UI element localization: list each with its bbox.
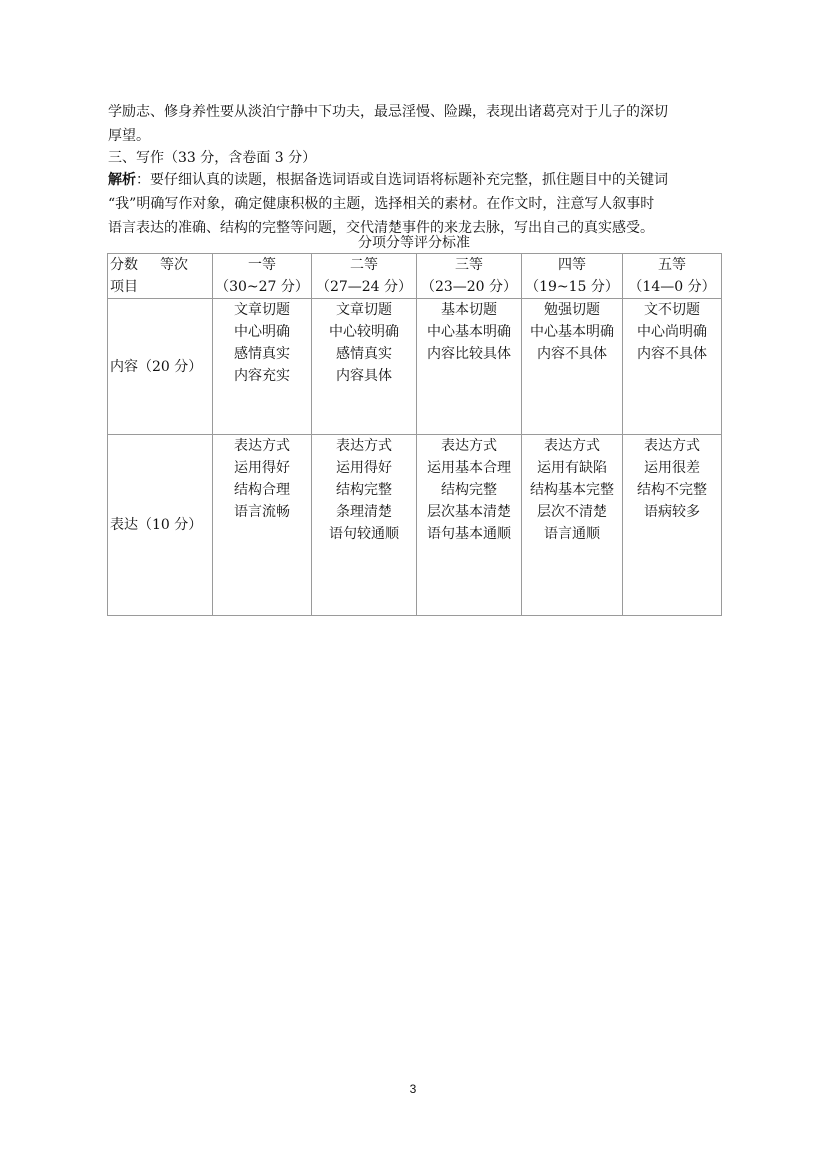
content-grade-1: 文章切题 中心明确 感情真实 内容充实: [213, 299, 312, 435]
header-grade-2: 二等 （27—24 分）: [312, 254, 417, 299]
expression-grade-3: 表达方式 运用基本合理 结构完整 层次基本清楚 语句基本通顺: [417, 435, 522, 616]
corner-cell: [108, 254, 213, 299]
intro-paragraph: [108, 100, 720, 148]
corner-grade-label: 等次: [160, 257, 188, 273]
table-caption: 分项分等评分标准: [358, 235, 470, 251]
content-grade-3: 基本切题 中心基本明确 内容比较具体: [417, 299, 522, 435]
intro-line-1: 学励志、修身养性要从淡泊宁静中下功夫，最忌淫慢、险躁，表现出诸葛亮对于儿子的深切: [108, 104, 668, 120]
table-header-row: [108, 254, 722, 299]
header-grade-1: 一等 （30~27 分）: [213, 254, 312, 299]
row-label-expression: 表达（10 分）: [108, 435, 213, 616]
header-grade-4: 四等 （19~15 分）: [522, 254, 623, 299]
header-grade-3: 三等 （23—20 分）: [417, 254, 522, 299]
expression-grade-1: 表达方式 运用得好 结构合理 语言流畅: [213, 435, 312, 616]
expression-grade-4: 表达方式 运用有缺陷 结构基本完整 层次不清楚 语言通顺: [522, 435, 623, 616]
content-grade-5: 文不切题 中心尚明确 内容不具体: [623, 299, 722, 435]
analysis-line-2: “我”明确写作对象，确定健康积极的主题，选择相关的素材。在作文时，注意写人叙事时: [108, 196, 655, 212]
corner-item-label: 项目: [110, 279, 138, 295]
expression-grade-5: 表达方式 运用很差 结构不完整 语病较多: [623, 435, 722, 616]
analysis-line-3: 语言表达的准确、结构的完整等问题，交代清楚事件的来龙去脉，写出自己的真实感受。: [108, 220, 654, 236]
header-grade-5: 五等 （14—0 分）: [623, 254, 722, 299]
grading-table: [107, 253, 722, 616]
corner-score-label: 分数: [110, 257, 138, 273]
row-label-content: 内容（20 分）: [108, 299, 213, 435]
analysis-label: 解析: [108, 172, 136, 188]
analysis-line-1: ：要仔细认真的读题，根据备选词语或自选词语将标题补充完整，抓住题目中的关键词: [136, 172, 668, 188]
analysis-paragraph: [108, 168, 720, 240]
content-grade-2: 文章切题 中心较明确 感情真实 内容具体: [312, 299, 417, 435]
page-number: 3: [409, 1082, 417, 1096]
content-grade-4: 勉强切题 中心基本明确 内容不具体: [522, 299, 623, 435]
table-row-expression: [108, 435, 722, 616]
section-heading: 三、写作（33 分，含卷面 3 分）: [108, 150, 317, 166]
intro-line-2: 厚望。: [108, 128, 150, 144]
table-row-content: [108, 299, 722, 435]
expression-grade-2: 表达方式 运用得好 结构完整 条理清楚 语句较通顺: [312, 435, 417, 616]
